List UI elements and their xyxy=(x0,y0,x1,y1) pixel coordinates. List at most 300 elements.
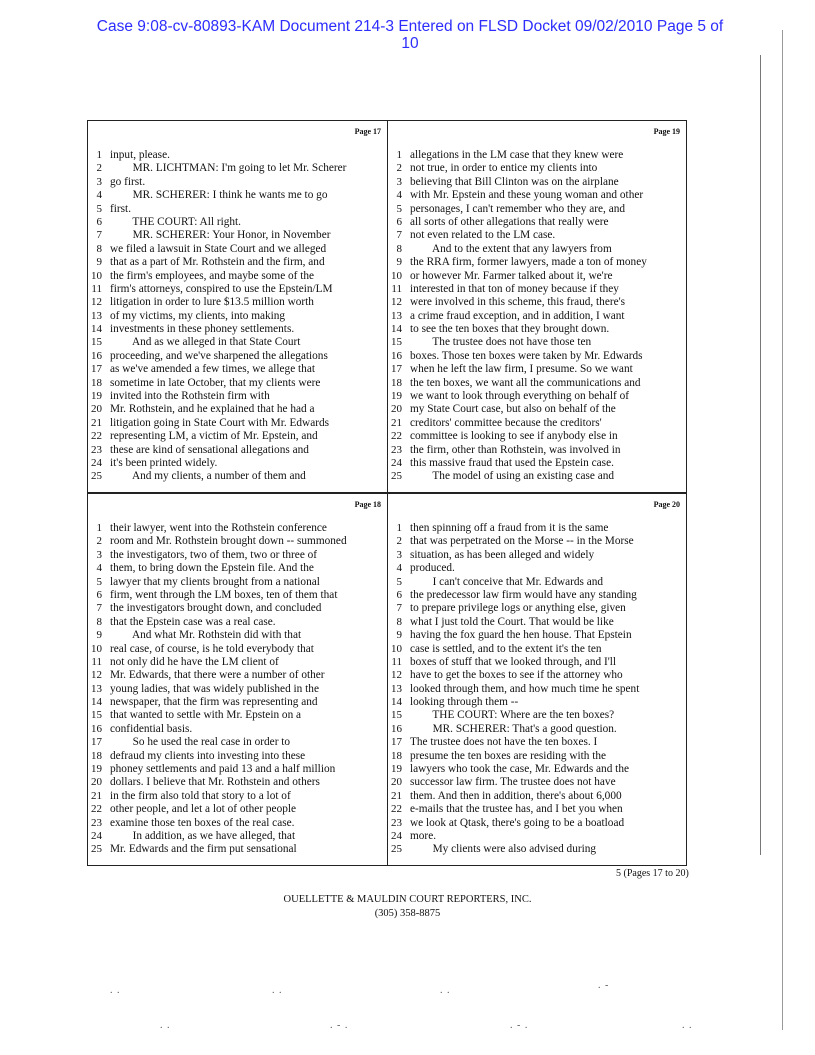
transcript-line xyxy=(88,776,387,789)
page-indicator: Page 5 of xyxy=(656,18,724,35)
line-text: confidential basis. xyxy=(110,722,193,735)
line-text: the firm, other than Rothstein, was involved in xyxy=(410,443,621,456)
line-number: 13 xyxy=(91,682,102,695)
line-text: And as we alleged in that State Court xyxy=(110,336,301,349)
line-number: 16 xyxy=(391,349,402,362)
line-text: personages, I can't remember who they are, and xyxy=(410,202,626,215)
line-number: 8 xyxy=(96,615,102,628)
line-text: proceeding, and we've sharpened the allegations xyxy=(110,349,328,362)
line-text: not true, in order to entice my clients into xyxy=(410,162,598,175)
line-text: representing LM, a victim of Mr. Epstein, and xyxy=(110,430,318,443)
line-text: having the fox guard the hen house. That Epstein xyxy=(410,629,632,642)
line-text: looking through them -- xyxy=(410,696,519,709)
line-number: 19 xyxy=(391,390,402,403)
line-text: looked through them, and how much time he spent xyxy=(410,682,640,695)
line-text: the predecessor law firm would have any standing xyxy=(410,588,637,601)
line-text: to see the ten boxes that they brought down. xyxy=(410,323,610,336)
transcript-line xyxy=(88,283,387,296)
line-text: boxes of stuff that we looked through, and I'll xyxy=(410,655,617,668)
line-number: 17 xyxy=(91,363,102,376)
line-number: 19 xyxy=(91,763,102,776)
line-text: boxes. Those ten boxes were taken by Mr. Edwards xyxy=(410,349,643,362)
transcript-line xyxy=(388,350,686,363)
line-text: The trustee does not have the ten boxes. I xyxy=(410,736,598,749)
transcript-line xyxy=(388,736,686,749)
page-total: 10 xyxy=(401,35,419,52)
transcript-line xyxy=(88,549,387,562)
transcript-line xyxy=(388,817,686,830)
document-number: Document 214-3 xyxy=(279,18,395,35)
line-number: 12 xyxy=(391,669,402,682)
pages-range-note: 5 (Pages 17 to 20) xyxy=(616,868,689,879)
line-number: 4 xyxy=(96,189,102,202)
line-text: defraud my clients into investing into these xyxy=(110,749,306,762)
line-number: 14 xyxy=(91,323,102,336)
transcript-line xyxy=(388,535,686,548)
transcript-line xyxy=(88,310,387,323)
transcript-line xyxy=(88,243,387,256)
transcript-line xyxy=(88,750,387,763)
line-text: we look at Qtask, there's going to be a boatload xyxy=(410,816,625,829)
line-number: 6 xyxy=(96,588,102,601)
line-text: lawyer that my clients brought from a national xyxy=(110,575,320,588)
line-number: 9 xyxy=(96,629,102,642)
line-number: 17 xyxy=(391,363,402,376)
line-text: The trustee does not have those ten xyxy=(410,336,592,349)
reporter-company: OUELLETTE & MAULDIN COURT REPORTERS, INC. xyxy=(283,894,532,905)
transcript-line xyxy=(88,683,387,696)
line-text: allegations in the LM case that they knew were xyxy=(410,149,624,161)
line-number: 5 xyxy=(396,575,402,588)
line-text: And to the extent that any lawyers from xyxy=(410,242,612,255)
line-text: And my clients, a number of them and xyxy=(110,470,306,483)
line-number: 10 xyxy=(91,642,102,655)
transcript-line xyxy=(388,629,686,642)
line-text: more. xyxy=(410,829,437,842)
line-number: 15 xyxy=(91,709,102,722)
transcript-line xyxy=(388,296,686,309)
line-text: in the firm also told that story to a lot of xyxy=(110,789,291,802)
line-number: 1 xyxy=(396,522,402,534)
line-text: firm, went through the LM boxes, ten of them that xyxy=(110,588,338,601)
line-text: THE COURT: Where are the ten boxes? xyxy=(410,709,615,722)
transcript-line xyxy=(388,723,686,736)
transcript-line xyxy=(388,470,686,483)
line-number: 3 xyxy=(96,548,102,561)
scan-artifact: . . xyxy=(682,1020,693,1031)
transcript-lines xyxy=(388,522,686,857)
transcript-line xyxy=(88,189,387,202)
transcript-line xyxy=(88,377,387,390)
line-number: 14 xyxy=(91,696,102,709)
line-number: 7 xyxy=(396,602,402,615)
transcript-line xyxy=(388,336,686,349)
transcript-line xyxy=(388,403,686,416)
line-text: the investigators, two of them, two or three of xyxy=(110,548,318,561)
line-number: 19 xyxy=(91,390,102,403)
transcript-line xyxy=(388,243,686,256)
transcript-line xyxy=(88,444,387,457)
line-text: And what Mr. Rothstein did with that xyxy=(110,629,302,642)
line-text: sometime in late October, that my clients were xyxy=(110,376,321,389)
line-number: 22 xyxy=(91,803,102,816)
line-number: 1 xyxy=(96,149,102,161)
line-text: that was perpetrated on the Morse -- in the Morse xyxy=(410,535,634,548)
line-number: 25 xyxy=(91,470,102,483)
line-text: we filed a lawsuit in State Court and we alleged xyxy=(110,242,327,255)
transcript-line xyxy=(88,270,387,283)
transcript-page-17 xyxy=(88,121,388,492)
line-number: 21 xyxy=(91,789,102,802)
line-number: 11 xyxy=(91,655,102,668)
transcript-line xyxy=(88,696,387,709)
transcript-line xyxy=(88,843,387,856)
transcript-line xyxy=(388,283,686,296)
line-text: The model of using an existing case and xyxy=(410,470,615,483)
transcript-line xyxy=(88,390,387,403)
transcript-line xyxy=(88,323,387,336)
line-number: 12 xyxy=(91,296,102,309)
line-number: 22 xyxy=(391,803,402,816)
line-text: as we've amended a few times, we allege that xyxy=(110,363,315,376)
line-text: real case, of course, is he told everybody that xyxy=(110,642,314,655)
transcript-line xyxy=(388,216,686,229)
line-number: 3 xyxy=(96,175,102,188)
line-text: first. xyxy=(110,202,132,215)
line-number: 24 xyxy=(91,456,102,469)
line-number: 20 xyxy=(91,776,102,789)
scan-artifact: . . xyxy=(110,985,121,996)
transcript-line xyxy=(388,616,686,629)
line-text: these are kind of sensational allegations and xyxy=(110,443,309,456)
line-number: 5 xyxy=(396,202,402,215)
transcript-line xyxy=(88,643,387,656)
transcript-line xyxy=(88,216,387,229)
scan-edge-line xyxy=(760,55,761,855)
line-number: 8 xyxy=(396,242,402,255)
line-number: 20 xyxy=(91,403,102,416)
line-text: So he used the real case in order to xyxy=(110,736,291,749)
line-number: 13 xyxy=(91,309,102,322)
line-text: believing that Bill Clinton was on the airplane xyxy=(410,175,619,188)
line-text: have to get the boxes to see if the attorney who xyxy=(410,669,623,682)
line-text: my State Court case, but also on behalf of the xyxy=(410,403,616,416)
line-number: 21 xyxy=(91,416,102,429)
line-number: 16 xyxy=(91,349,102,362)
transcript-line xyxy=(388,417,686,430)
line-text: successor law firm. The trustee does not have xyxy=(410,776,616,789)
transcript-line xyxy=(388,162,686,175)
line-number: 21 xyxy=(391,789,402,802)
line-number: 2 xyxy=(96,535,102,548)
line-number: 18 xyxy=(91,749,102,762)
line-number: 11 xyxy=(391,655,402,668)
transcript-line xyxy=(388,763,686,776)
transcript-line xyxy=(88,296,387,309)
line-number: 20 xyxy=(391,776,402,789)
line-text: when he left the law firm, I presume. So we want xyxy=(410,363,633,376)
scan-artifact: . - . xyxy=(330,1020,349,1031)
line-number: 12 xyxy=(391,296,402,309)
line-number: 24 xyxy=(391,829,402,842)
transcript-line xyxy=(388,256,686,269)
line-text: Mr. Rothstein, and he explained that he had a xyxy=(110,403,315,416)
transcript-line xyxy=(88,176,387,189)
line-number: 22 xyxy=(391,430,402,443)
transcript-line xyxy=(388,656,686,669)
transcript-line xyxy=(388,430,686,443)
line-number: 3 xyxy=(396,175,402,188)
transcript-line xyxy=(388,589,686,602)
transcript-line xyxy=(88,522,387,535)
transcript-line xyxy=(88,616,387,629)
line-number: 23 xyxy=(91,443,102,456)
line-text: THE COURT: All right. xyxy=(110,215,241,228)
scan-edge-line xyxy=(782,30,783,1030)
line-number: 14 xyxy=(391,323,402,336)
line-number: 12 xyxy=(91,669,102,682)
scan-artifact: . - . xyxy=(510,1020,529,1031)
line-number: 11 xyxy=(91,282,102,295)
line-number: 25 xyxy=(391,470,402,483)
line-number: 2 xyxy=(96,162,102,175)
scan-artifact: . . xyxy=(160,1020,171,1031)
line-text: this massive fraud that used the Epstein case. xyxy=(410,456,614,469)
scan-artifact: . . xyxy=(440,985,451,996)
line-number: 4 xyxy=(396,562,402,575)
scan-artifact: . - xyxy=(598,980,610,991)
line-number: 15 xyxy=(391,336,402,349)
transcript-line xyxy=(388,377,686,390)
transcript-line xyxy=(88,535,387,548)
transcript-line xyxy=(88,669,387,682)
line-text: to prepare privilege logs or anything else, given xyxy=(410,602,626,615)
transcript-line xyxy=(388,843,686,856)
line-text: young ladies, that was widely published in the xyxy=(110,682,319,695)
transcript-line xyxy=(388,683,686,696)
line-text: invited into the Rothstein firm with xyxy=(110,390,270,403)
line-text: not only did he have the LM client of xyxy=(110,655,279,668)
transcript-line xyxy=(388,790,686,803)
line-text: MR. SCHERER: Your Honor, in November xyxy=(110,229,331,242)
case-number: Case 9:08-cv-80893-KAM xyxy=(96,18,276,35)
transcript-line xyxy=(388,830,686,843)
transcript-line xyxy=(388,176,686,189)
transcript-line xyxy=(88,576,387,589)
line-text: lawyers who took the case, Mr. Edwards and the xyxy=(410,763,629,776)
docket-header xyxy=(60,18,760,52)
line-number: 9 xyxy=(396,629,402,642)
line-number: 21 xyxy=(391,416,402,429)
line-text: what I just told the Court. That would be like xyxy=(410,615,614,628)
line-text: litigation in order to lure $13.5 million worth xyxy=(110,296,314,309)
line-text: situation, as has been alleged and widely xyxy=(410,548,595,561)
line-text: the RRA firm, former lawyers, made a ton of money xyxy=(410,256,647,269)
transcript-line xyxy=(88,602,387,615)
line-text: go first. xyxy=(110,175,146,188)
line-text: input, please. xyxy=(110,149,170,161)
transcript-line xyxy=(388,803,686,816)
line-text: that as a part of Mr. Rothstein and the firm, and xyxy=(110,256,325,269)
line-text: In addition, as we have alleged, that xyxy=(110,829,296,842)
transcript-line xyxy=(388,457,686,470)
line-text: Mr. Edwards and the firm put sensational xyxy=(110,843,297,856)
line-number: 10 xyxy=(391,269,402,282)
line-text: phoney settlements and paid 13 and a half million xyxy=(110,763,336,776)
reporter-phone: (305) 358-8875 xyxy=(374,908,441,919)
transcript-line xyxy=(388,270,686,283)
transcript-line xyxy=(88,709,387,722)
transcript-line xyxy=(88,162,387,175)
line-number: 10 xyxy=(391,642,402,655)
line-number: 5 xyxy=(96,575,102,588)
transcript-line xyxy=(388,562,686,575)
transcript-block-bottom xyxy=(87,493,687,866)
transcript-line xyxy=(88,830,387,843)
page-label: Page 20 xyxy=(653,500,680,509)
line-number: 20 xyxy=(391,403,402,416)
page-label: Page 19 xyxy=(653,127,680,136)
line-number: 15 xyxy=(391,709,402,722)
transcript-line xyxy=(388,522,686,535)
line-number: 19 xyxy=(391,763,402,776)
line-text: a crime fraud exception, and in addition, I want xyxy=(410,309,625,322)
transcript-line xyxy=(388,310,686,323)
line-text: the investigators brought down, and concluded xyxy=(110,602,322,615)
line-text: them, to bring down the Epstein file. And the xyxy=(110,562,314,575)
line-number: 8 xyxy=(396,615,402,628)
transcript-line xyxy=(388,576,686,589)
line-number: 11 xyxy=(391,282,402,295)
line-number: 2 xyxy=(396,162,402,175)
line-text: them. And then in addition, there's about 6,000 xyxy=(410,789,622,802)
transcript-line xyxy=(388,444,686,457)
line-number: 5 xyxy=(96,202,102,215)
line-text: that the Epstein case was a real case. xyxy=(110,615,276,628)
scan-artifact: . . xyxy=(272,985,283,996)
transcript-line xyxy=(388,776,686,789)
line-number: 25 xyxy=(391,843,402,856)
transcript-line xyxy=(88,256,387,269)
line-text: presume the ten boxes are residing with the xyxy=(410,749,607,762)
line-text: committee is looking to see if anybody else in xyxy=(410,430,618,443)
line-text: examine those ten boxes of the real case. xyxy=(110,816,295,829)
transcript-line xyxy=(388,149,686,162)
line-text: of my victims, my clients, into making xyxy=(110,309,286,322)
page-label: Page 17 xyxy=(354,127,381,136)
line-number: 9 xyxy=(96,256,102,269)
transcript-line xyxy=(88,457,387,470)
docket-entry: Entered on FLSD Docket 09/02/2010 xyxy=(398,18,653,35)
line-number: 8 xyxy=(96,242,102,255)
transcript-line xyxy=(88,350,387,363)
transcript-line xyxy=(88,817,387,830)
line-text: were involved in this scheme, this fraud, there's xyxy=(410,296,626,309)
line-number: 24 xyxy=(91,829,102,842)
transcript-line xyxy=(88,470,387,483)
transcript-line xyxy=(388,643,686,656)
line-number: 6 xyxy=(396,588,402,601)
line-text: I can't conceive that Mr. Edwards and xyxy=(410,575,604,588)
line-number: 23 xyxy=(391,816,402,829)
line-number: 17 xyxy=(391,736,402,749)
line-number: 17 xyxy=(91,736,102,749)
line-text: then spinning off a fraud from it is the same xyxy=(410,522,609,534)
transcript-line xyxy=(388,203,686,216)
line-text: My clients were also advised during xyxy=(410,843,597,856)
page-label: Page 18 xyxy=(354,500,381,509)
line-number: 23 xyxy=(91,816,102,829)
line-number: 6 xyxy=(96,215,102,228)
line-text: not even related to the LM case. xyxy=(410,229,556,242)
line-number: 25 xyxy=(91,843,102,856)
transcript-lines xyxy=(88,522,387,857)
transcript-line xyxy=(88,363,387,376)
transcript-lines xyxy=(388,149,686,484)
transcript-line xyxy=(388,696,686,709)
line-number: 7 xyxy=(396,229,402,242)
transcript-line xyxy=(388,390,686,403)
line-text: newspaper, that the firm was representing and xyxy=(110,696,318,709)
line-text: their lawyer, went into the Rothstein conference xyxy=(110,522,327,534)
transcript-line xyxy=(388,323,686,336)
transcript-page-18 xyxy=(88,494,388,865)
line-number: 1 xyxy=(396,149,402,161)
line-text: case is settled, and to the extent it's the ten xyxy=(410,642,602,655)
line-number: 13 xyxy=(391,309,402,322)
line-text: Mr. Edwards, that there were a number of other xyxy=(110,669,325,682)
line-number: 1 xyxy=(96,522,102,534)
transcript-line xyxy=(88,403,387,416)
line-text: the firm's employees, and maybe some of the xyxy=(110,269,315,282)
line-number: 9 xyxy=(396,256,402,269)
transcript-line xyxy=(88,803,387,816)
transcript-line xyxy=(388,189,686,202)
transcript-page-20 xyxy=(388,494,686,865)
line-number: 16 xyxy=(91,722,102,735)
line-text: firm's attorneys, conspired to use the Epstein/LM xyxy=(110,282,333,295)
transcript-line xyxy=(388,363,686,376)
line-number: 14 xyxy=(391,696,402,709)
line-number: 22 xyxy=(91,430,102,443)
transcript-block-top xyxy=(87,120,687,493)
line-number: 6 xyxy=(396,215,402,228)
transcript-line xyxy=(388,229,686,242)
line-number: 3 xyxy=(396,548,402,561)
line-text: or however Mr. Farmer talked about it, we're xyxy=(410,269,613,282)
line-text: it's been printed widely. xyxy=(110,456,218,469)
line-number: 4 xyxy=(396,189,402,202)
line-text: produced. xyxy=(410,562,455,575)
line-number: 24 xyxy=(391,456,402,469)
transcript-line xyxy=(88,430,387,443)
line-text: room and Mr. Rothstein brought down -- summoned xyxy=(110,535,347,548)
transcript-lines xyxy=(88,149,387,484)
line-number: 18 xyxy=(391,749,402,762)
transcript-line xyxy=(88,229,387,242)
line-number: 23 xyxy=(391,443,402,456)
transcript-line xyxy=(388,709,686,722)
line-text: e-mails that the trustee has, and I bet you when xyxy=(410,803,623,816)
line-number: 2 xyxy=(396,535,402,548)
line-number: 7 xyxy=(96,602,102,615)
transcript-line xyxy=(388,669,686,682)
line-number: 18 xyxy=(91,376,102,389)
transcript-line xyxy=(88,562,387,575)
transcript-page-19 xyxy=(388,121,686,492)
transcript-line xyxy=(388,750,686,763)
transcript-line xyxy=(88,589,387,602)
